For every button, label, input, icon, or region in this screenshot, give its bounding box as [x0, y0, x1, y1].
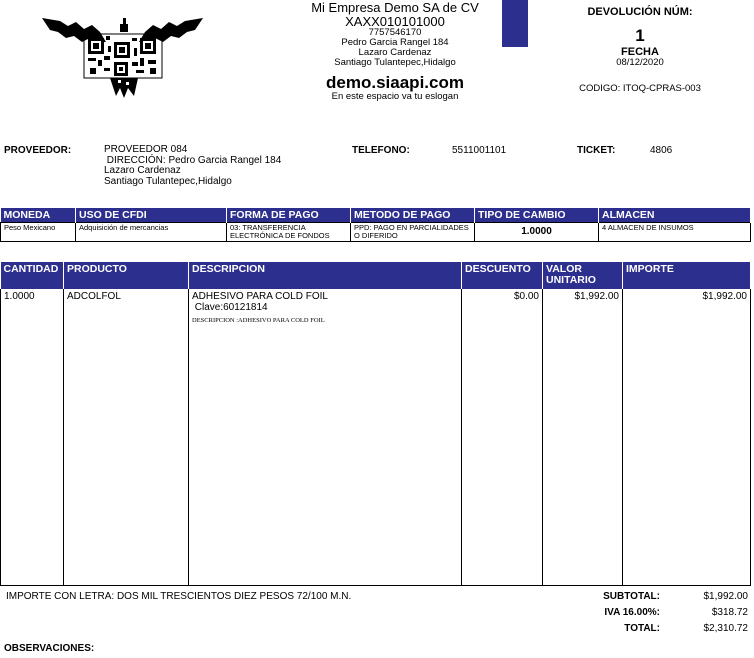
- col-header-forma-pago: FORMA DE PAGO: [227, 208, 351, 223]
- company-address-line1: Pedro Garcia Rangel 184: [341, 37, 449, 49]
- col-header-descuento: DESCUENTO: [462, 262, 543, 289]
- item-producto: ADCOLFOL: [64, 289, 189, 586]
- company-address-line3: Santiago Tulantepec,Hidalgo: [334, 57, 456, 69]
- table-row: [1, 289, 751, 586]
- uso-cfdi-value: Adquisición de mercancias: [76, 223, 227, 242]
- company-rfc: XAXX010101000: [345, 13, 445, 29]
- item-valor-unitario: $1,992.00: [543, 289, 623, 586]
- document-number-label: DEVOLUCIÓN NÚM:: [587, 6, 693, 18]
- document-code: CODIGO: ITOQ-CPRAS-003: [579, 83, 701, 95]
- supplier-name: PROVEEDOR 084: [104, 144, 188, 155]
- col-header-almacen: ALMACEN: [599, 208, 751, 223]
- company-phone: 7757546170: [368, 27, 422, 39]
- col-header-producto: PRODUCTO: [64, 262, 189, 289]
- item-descripcion-cell: [189, 289, 462, 586]
- col-header-cantidad: CANTIDAD: [1, 262, 64, 289]
- supplier-phone: 5511001101: [452, 145, 507, 156]
- qr-bird-logo-icon: [40, 12, 205, 100]
- items-table: [0, 262, 751, 586]
- document-number: 1: [635, 26, 645, 46]
- col-header-uso-cfdi: USO DE CFDI: [76, 208, 227, 223]
- company-info: [290, 1, 500, 102]
- col-header-metodo-pago: METODO DE PAGO: [351, 208, 475, 223]
- total-label: TOTAL:: [624, 623, 660, 634]
- moneda-value: Peso Mexicano: [1, 223, 76, 242]
- item-importe: $1,992.00: [623, 289, 751, 586]
- company-address-line2: Lazaro Cardenaz: [358, 47, 432, 59]
- iva-value: $318.72: [711, 607, 748, 618]
- col-header-valor-unitario: VALOR UNITARIO: [543, 262, 623, 289]
- observations-label: OBSERVACIONES:: [4, 643, 95, 654]
- col-header-descripcion: DESCRIPCION: [189, 262, 462, 289]
- col-header-tipo-cambio: TIPO DE CAMBIO: [475, 208, 599, 223]
- supplier-address-line2: Lazaro Cardenaz: [104, 165, 181, 176]
- col-header-importe: IMPORTE: [623, 262, 751, 289]
- company-name: Mi Empresa Demo SA de CV: [311, 0, 479, 15]
- supplier-address-line3: Santiago Tulantepec,Hidalgo: [104, 175, 232, 187]
- payment-info-table: [0, 208, 751, 242]
- supplier-phone-label: TELEFONO:: [352, 145, 410, 156]
- subtotal-label: SUBTOTAL:: [603, 591, 660, 602]
- payment-info-header-row: [1, 208, 751, 223]
- col-header-moneda: MONEDA: [1, 208, 76, 223]
- header-accent-bar: [502, 0, 528, 47]
- forma-pago-value: 03: TRANSFERENCIA ELECTRÓNICA DE FONDOS: [227, 223, 351, 242]
- items-header-row: [1, 262, 751, 289]
- supplier-label: PROVEEDOR:: [4, 145, 72, 156]
- document-date-label: FECHA: [621, 45, 659, 58]
- iva-label: IVA 16.00%:: [604, 607, 660, 618]
- supplier-address-line1: DIRECCIÓN: Pedro Garcia Rangel 184: [104, 154, 282, 166]
- item-descuento: $0.00: [462, 289, 543, 586]
- item-descripcion-detalle: DESCRIPCION :ADHESIVO PARA COLD FOIL: [192, 317, 325, 324]
- total-value: $2,310.72: [703, 623, 748, 634]
- ticket-number: 4806: [650, 145, 673, 156]
- document-date: 08/12/2020: [616, 56, 664, 68]
- company-website: demo.siaapi.com: [326, 73, 464, 93]
- ticket-label: TICKET:: [577, 145, 616, 156]
- document-info: [545, 6, 735, 95]
- company-slogan: En este espacio va tu eslogan: [331, 91, 459, 102]
- subtotal-value: $1,992.00: [703, 591, 748, 602]
- metodo-pago-value: PPD: PAGO EN PARCIALIDADES O DIFERIDO: [351, 223, 475, 242]
- amount-in-words: IMPORTE CON LETRA: DOS MIL TRESCIENTOS DIEZ PESOS 72/100 M.N.: [6, 591, 352, 602]
- tipo-cambio-value: 1.0000: [475, 223, 599, 242]
- almacen-value: 4 ALMACEN DE INSUMOS: [599, 223, 751, 242]
- item-cantidad: 1.0000: [1, 289, 64, 586]
- payment-info-row: [1, 223, 751, 242]
- item-clave: Clave:60121814: [192, 301, 268, 313]
- supplier-info: [104, 145, 281, 187]
- item-descripcion: ADHESIVO PARA COLD FOIL: [192, 291, 328, 302]
